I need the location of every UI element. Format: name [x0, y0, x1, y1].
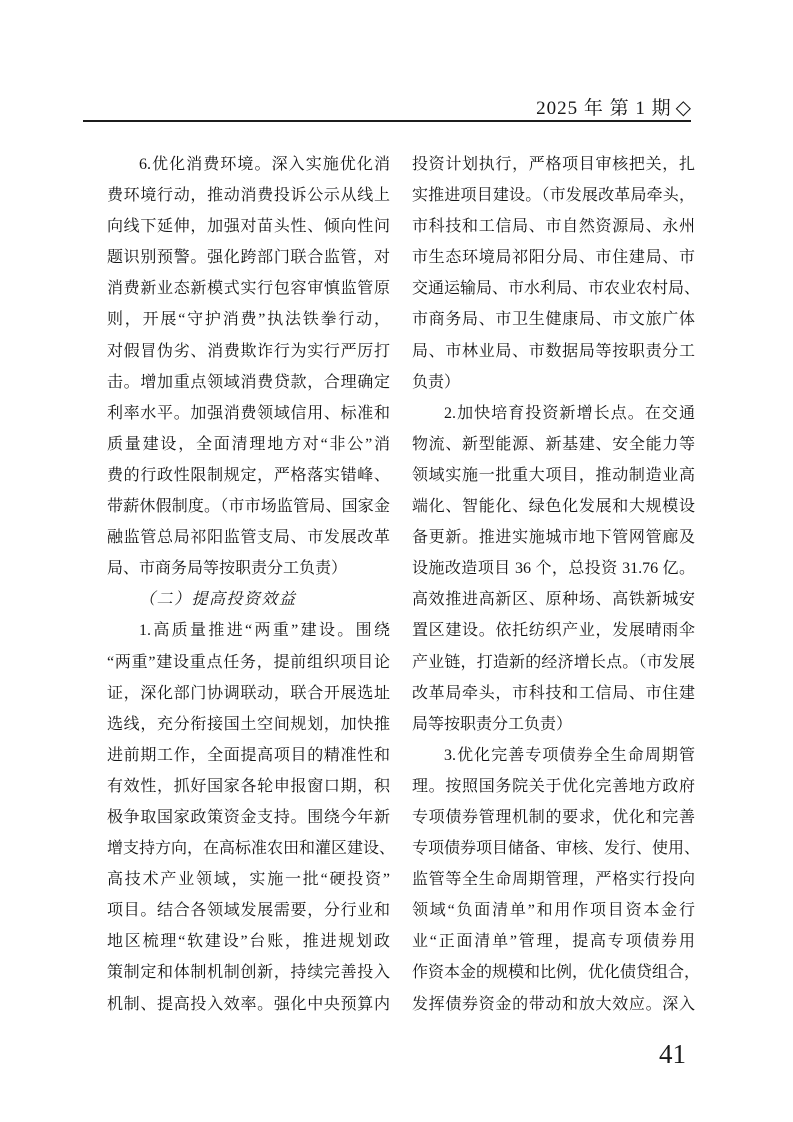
text-line: 实推进项目建设。（市发展改革局牵头，: [412, 187, 695, 205]
text-line: 消费新业态新模式实行包容审慎监管原: [107, 280, 390, 298]
text-line: 带薪休假制度。（市市场监管局、国家金: [107, 498, 390, 516]
text-line: 2.加快培育投资新增长点。在交通: [444, 404, 695, 422]
text-line: 交通运输局、市水利局、市农业农村局、: [412, 280, 701, 298]
text-line: 业“正面清单”管理，提高专项债券用: [412, 933, 695, 951]
text-line: 高技术产业领域，实施一批“硬投资”: [107, 871, 390, 889]
text-line: 融监管总局祁阳监管支局、市发展改革: [107, 529, 390, 547]
section-heading-line: （二）提高投资效益: [139, 591, 297, 609]
text-line: 费环境行动，推动消费投诉公示从线上: [107, 187, 390, 205]
text-line: 局、市商务局等按职责分工负责）: [107, 560, 348, 578]
text-line: 设施改造项目 36 个，总投资 31.76 亿。: [412, 560, 695, 578]
text-line: 质量建设，全面清理地方对“非公”消: [107, 435, 390, 453]
journal-issue-label: 2025 年 第 1 期: [536, 98, 672, 119]
text-line: 物流、新型能源、新基建、安全能力等: [412, 435, 695, 453]
running-head: [536, 97, 692, 120]
text-line: 项目。结合各领域发展需要，分行业和: [107, 902, 390, 920]
text-line: 题识别预警。强化跨部门联合监管，对: [107, 249, 390, 267]
diamond-icon: ◇: [675, 97, 692, 119]
text-line: 领域实施一批重大项目，推动制造业高: [412, 466, 695, 484]
text-line: 局、市林业局、市数据局等按职责分工: [412, 342, 695, 360]
text-line: 监管等全生命周期管理，严格实行投向: [412, 871, 695, 889]
text-line: 6.优化消费环境。深入实施优化消: [139, 156, 390, 173]
text-line: 极争取国家政策资金支持。围绕今年新: [107, 808, 390, 826]
text-line: 3.优化完善专项债券全生命周期管: [444, 746, 695, 764]
text-line: 领域“负面清单”和用作项目资本金行: [412, 902, 695, 920]
text-line: 地区梳理“软建设”台账，推进规划政: [107, 933, 390, 951]
text-line: 费的行政性限制规定，严格落实错峰、: [107, 466, 390, 484]
body-text: [107, 149, 701, 1020]
text-line: 端化、智能化、绿色化发展和大规模设: [412, 498, 695, 516]
text-line: 则，开展“守护消费”执法铁拳行动，: [107, 311, 390, 329]
text-line: 增支持方向，在高标准农田和灌区建设、: [107, 840, 396, 858]
text-line: 改革局牵头，市科技和工信局、市住建: [412, 684, 695, 702]
text-line: 选线，充分衔接国土空间规划，加快推: [107, 715, 390, 733]
text-line: “两重”建设重点任务，提前组织项目论: [107, 653, 390, 671]
text-line: 专项债券项目储备、审核、发行、使用、: [412, 840, 701, 858]
left-column: [107, 149, 396, 1020]
text-line: 专项债券管理机制的要求，优化和完善: [412, 808, 695, 826]
text-line: 置区建设。依托纺织产业，发展晴雨伞: [412, 622, 695, 640]
text-line: 备更新。推进实施城市地下管网管廊及: [412, 529, 695, 547]
text-line: 对假冒伪劣、消费欺诈行为实行严厉打: [107, 342, 390, 360]
text-line: 理。按照国务院关于优化完善地方政府: [412, 777, 695, 795]
text-line: 发挥债券资金的带动和放大效应。深入: [412, 995, 695, 1013]
header-rule: [83, 120, 691, 122]
text-line: 市科技和工信局、市自然资源局、永州: [412, 218, 695, 236]
text-line: 机制、提高投入效率。强化中央预算内: [107, 995, 390, 1013]
text-line: 击。增加重点领域消费贷款，合理确定: [107, 373, 390, 391]
text-line: 策制定和体制机制创新，持续完善投入: [107, 964, 390, 982]
text-line: 高效推进高新区、原种场、高铁新城安: [412, 591, 695, 609]
text-line: 产业链，打造新的经济增长点。（市发展: [412, 653, 695, 671]
text-line: 进前期工作，全面提高项目的精准性和: [107, 746, 390, 764]
text-line: 投资计划执行，严格项目审核把关，扎: [412, 156, 695, 173]
right-column: [412, 149, 701, 1020]
text-line: 负责）: [412, 373, 461, 391]
text-line: 有效性，抓好国家各轮申报窗口期，积: [107, 777, 390, 795]
text-line: 利率水平。加强消费领域信用、标准和: [107, 404, 390, 422]
text-line: 市商务局、市卫生健康局、市文旅广体: [412, 311, 695, 329]
text-line: 局等按职责分工负责）: [412, 715, 573, 733]
text-line: 市生态环境局祁阳分局、市住建局、市: [412, 249, 695, 267]
text-line: 作资本金的规模和比例，优化债贷组合，: [412, 964, 701, 982]
text-line: 向线下延伸，加强对苗头性、倾向性问: [107, 218, 390, 236]
page-number: 41: [659, 1039, 686, 1069]
text-line: 证，深化部门协调联动，联合开展选址: [107, 684, 390, 702]
text-line: 1.高质量推进“两重”建设。围绕: [139, 622, 390, 640]
